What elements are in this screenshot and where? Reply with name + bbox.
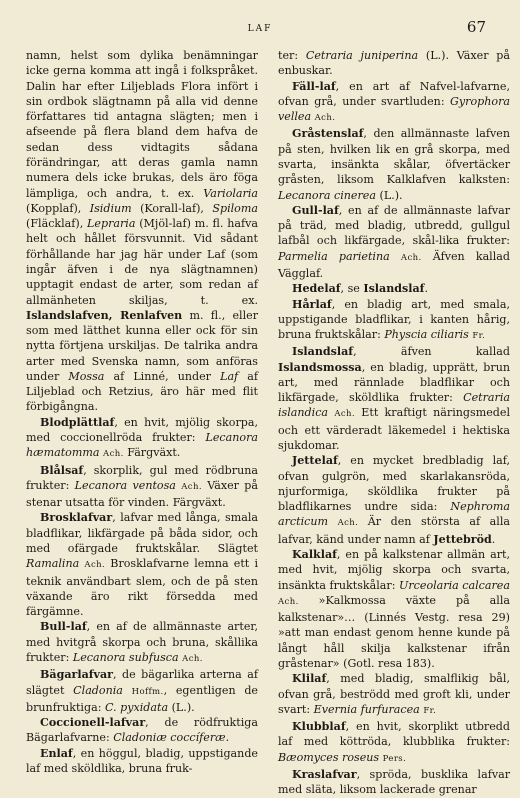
latin-name: Gyrophora vellea	[278, 94, 510, 124]
left-column	[26, 48, 258, 776]
author-abbreviation: Ach.	[400, 252, 422, 263]
entry-paragraph	[278, 671, 510, 719]
entry-headword: Blålsaf	[40, 463, 84, 477]
latin-name: Isidium	[89, 201, 132, 215]
entry-paragraph	[26, 415, 258, 463]
entry-paragraph	[278, 719, 510, 767]
entry-headword: Enlaf	[40, 746, 73, 760]
entry-paragraph	[278, 203, 510, 281]
entry-paragraph	[278, 126, 510, 202]
entry-headword: Hårlaf	[292, 297, 332, 311]
entry-paragraph	[278, 297, 510, 345]
author-abbreviation: Ach.	[314, 113, 336, 124]
entry-paragraph	[26, 463, 258, 511]
entry-headword: Gull-laf	[292, 203, 339, 217]
latin-name: Lecanora ventosa	[74, 478, 176, 492]
latin-name: Ramalina	[26, 557, 80, 571]
entry-text: , med bladig, smalflikig bål, ofvan grå, beströdd med groft kli, under svart:	[278, 672, 510, 716]
entry-headword: Bull-laf	[40, 620, 87, 634]
latin-name: Lecanora hæmatomma	[26, 431, 258, 460]
latin-name: Laf	[220, 369, 239, 383]
running-title: LAF	[247, 24, 273, 34]
latin-name: C. pyxidata	[104, 700, 169, 714]
entry-paragraph	[26, 715, 258, 746]
entry-text: , en höggul, bladig, uppstigande laf med sköldlika, bruna fruk-	[26, 746, 258, 775]
latin-name: Physcia ciliaris	[384, 328, 469, 342]
entry-text: , en art af Nafvel-lafvarne, ofvan grå, under svartluden:	[278, 79, 510, 108]
entry-headword: Gråstenslaf	[292, 127, 364, 141]
latin-name: Evernia furfuracea	[313, 702, 420, 716]
entry-paragraph	[278, 453, 510, 547]
entry-text: , en bladig, upprätt, brun art, med rännlade bladflikar och likfärgade, sköldlika frukter:	[278, 360, 510, 405]
entry-text: (Korall-laf),	[131, 201, 213, 215]
entry-text: , en af de allmännaste lafvar på träd, med bladig, utbredd, gullgul lafbål och likfärgade, skål-lika frukter:	[278, 203, 510, 248]
latin-name: Bæomyces roseus	[278, 750, 380, 764]
entry-headword: Hedelaf	[292, 282, 341, 296]
entry-text: , en mycket bredbladig laf, ofvan gulgrön, med skarlakansröda, njurformiga, sköldlika frukter på bladflikarnes undre sida:	[278, 454, 510, 514]
entry-text: , de rödfruktiga Bägarlafvarne:	[26, 716, 258, 745]
entry-headword: Blodplättlaf	[40, 415, 115, 429]
entry-text: Växer på stenar utsatta för vinden. Färgväxt.	[26, 478, 259, 510]
entry-paragraph	[26, 510, 258, 619]
author-abbreviation: Ach.	[334, 409, 355, 420]
entry-headword: Islandslafven, Renlafven	[26, 308, 183, 322]
author-abbreviation: Pers.	[382, 753, 407, 764]
entry-headword: Klubblaf	[292, 720, 346, 734]
entry-headword: Jettelaf	[292, 454, 338, 468]
right-column	[278, 48, 510, 798]
entry-headword: Kalklaf	[292, 548, 337, 561]
latin-name: Mossa	[68, 369, 105, 383]
entry-headword: Islandslaf	[363, 282, 425, 296]
entry-text: , en bladig art, med smala, uppstigande bladflikar, i kanten hårig, bruna fruktskålar:	[278, 297, 510, 342]
entry-text: , en på kalkstenar allmän art, med hvit, mjölig skorpa och svarta, insänkta fruktskålar:	[278, 548, 510, 592]
entry-text: af Linné, under	[104, 369, 221, 383]
entry-paragraph	[278, 767, 510, 798]
entry-text: (Fläcklaf),	[26, 217, 88, 231]
entry-text: (L.).	[168, 700, 195, 714]
entry-text	[123, 684, 132, 697]
entry-text: , de bägarlika arterna af slägtet	[26, 668, 258, 697]
entry-headword: Islandslaf	[292, 345, 354, 359]
entry-text	[328, 515, 338, 528]
entry-text: Ett kraftigt näringsmedel och ett värderadt läkemedel i hektiska sjukdomar.	[278, 406, 510, 453]
latin-name: Lepraria	[87, 217, 136, 231]
entry-text: , se	[340, 282, 364, 296]
author-abbreviation: Ach.	[278, 596, 299, 607]
entry-text: Är den största af alla lafvar, känd under namn af	[278, 515, 511, 546]
entry-text: , lafvar med långa, smala bladflikar, likfärgade på båda sidor, och med ofärgade fruktskålar. Slägtet	[26, 511, 258, 555]
entry-text: (Kopplaf),	[26, 201, 90, 215]
entry-text: af Liljeblad och Retzius, äro här med flit förbigångna.	[26, 369, 258, 414]
entry-headword: Islandsmossa	[278, 360, 362, 374]
latin-name: Cladonia	[73, 683, 123, 697]
entry-headword: Brosklafvar	[40, 511, 113, 525]
entry-text: , en hvit, mjölig skorpa, med coccionellröda frukter:	[26, 415, 258, 445]
entry-paragraph	[278, 79, 510, 127]
entry-paragraph	[278, 281, 510, 296]
entry-paragraph	[278, 48, 510, 79]
entry-text: .	[491, 532, 496, 546]
entry-text: namn, helst som dylika benämningar icke gerna komma att ingå i folkspråket. Dalin har efter Liljeblads Flora infört i sin ordbok slägtnamn på alla vid denne författares tid antagna slägten; men i afseende på flera bland dem hafva de sedan dess vidtagits sådana förändringar, att deras gamla namn numera dels icke brukas, dels äro föga lämpliga, och andra, t. ex.	[26, 49, 258, 200]
page-number: 67	[466, 18, 486, 36]
author-abbreviation: Ach.	[182, 653, 203, 664]
latin-name: Nephroma arcticum	[278, 500, 510, 529]
entry-paragraph	[26, 746, 258, 777]
running-header	[26, 18, 494, 40]
latin-name: Spiloma	[212, 201, 258, 215]
entry-text: .	[225, 731, 230, 745]
author-abbreviation: Fr.	[472, 331, 486, 342]
author-abbreviation: Ach.	[84, 560, 106, 571]
author-abbreviation: Ach.	[103, 449, 124, 460]
entry-text: , egentligen de brunfruktiga:	[26, 683, 258, 714]
author-abbreviation: Fr.	[423, 705, 437, 716]
entry-headword: Jettebröd	[433, 532, 492, 546]
entry-text: Brosklafvarne lemna ett i teknik användbart slem, och de på sten växande äro rikt försedda med färgämne.	[26, 557, 258, 619]
entry-text: Äfven kallad Vägglaf.	[278, 249, 510, 280]
entry-text: m. fl., eller som med lätthet kunna eller ock för sin nytta förtjena urskiljas. De talrika andra arter med Svenska namn, som anföras under	[26, 308, 259, 383]
entry-text: , skorplik, gul med rödbruna frukter:	[26, 463, 258, 492]
entry-text	[390, 250, 401, 263]
entry-text: Färgväxt.	[123, 446, 181, 460]
entry-text: ter:	[278, 49, 306, 62]
entry-headword: Fäll-laf	[292, 79, 336, 93]
entry-text: , en af de allmännaste arter, med hvitgrå skorpa och bruna, skållika frukter:	[26, 620, 258, 664]
entry-headword: Klilaf	[292, 672, 327, 686]
entry-text: , äfven kallad	[353, 345, 510, 359]
latin-name: Variolaria	[203, 186, 258, 200]
latin-name: Cladoniæ coccíferæ	[113, 731, 226, 745]
author-abbreviation: Ach.	[181, 481, 202, 492]
latin-name: Lecanora subfusca	[72, 650, 179, 664]
entry-paragraph	[278, 547, 510, 671]
author-abbreviation: Hoffm.	[131, 686, 164, 697]
entry-text: , den allmännaste lafven på sten, hvilken lik en grå skorpa, med svarta, insänkta skålar, öfvertäcker gråsten, liksom Kalklafven kalksten:	[278, 127, 510, 187]
latin-name: Urceolaria calcarea	[399, 578, 510, 592]
entry-headword: Kraslafvar	[292, 767, 357, 781]
entry-paragraph	[278, 344, 510, 453]
latin-name: Parmelia parietina	[278, 249, 390, 263]
entry-headword: Bägarlafvar	[40, 668, 114, 682]
entry-paragraph	[26, 667, 258, 715]
entry-text: , en hvit, skorplikt utbredd laf med köttröda, klubblika frukter:	[278, 720, 510, 749]
entry-text: »Kalkmossa växte på alla kalkstenar»… (Linnés Vestg. resa 29) »att man endast genom henne kunde på långt håll skilja kalkstenar ifrån gråstenar» (Gotl. resa 183).	[278, 593, 510, 670]
entry-text: (L.).	[375, 188, 403, 202]
entry-headword: Coccionell-lafvar	[40, 716, 146, 730]
entry-text: (L.). Växer på enbuskar.	[278, 49, 510, 78]
latin-name: Cetraria juniperina	[305, 49, 419, 62]
entry-paragraph	[26, 619, 258, 667]
entry-text: , spröda, busklika lafvar med släta, liksom lackerade grenar	[278, 767, 510, 797]
entry-paragraph	[26, 48, 258, 415]
entry-text: (Mjöl-laf) m. fl. hafva helt och hållet försvunnit. Vid sådant förhållande har jag här under Laf (som ingår äfven i de nya slägtnamnen) upptagit endast de arter, som redan af allmänheten skiljas, t. ex.	[26, 217, 258, 307]
author-abbreviation: Ach.	[337, 518, 359, 529]
latin-name: Lecanora cinerea	[278, 188, 376, 202]
entry-text: .	[424, 282, 428, 296]
latin-name: Cetraria islandica	[278, 391, 510, 420]
